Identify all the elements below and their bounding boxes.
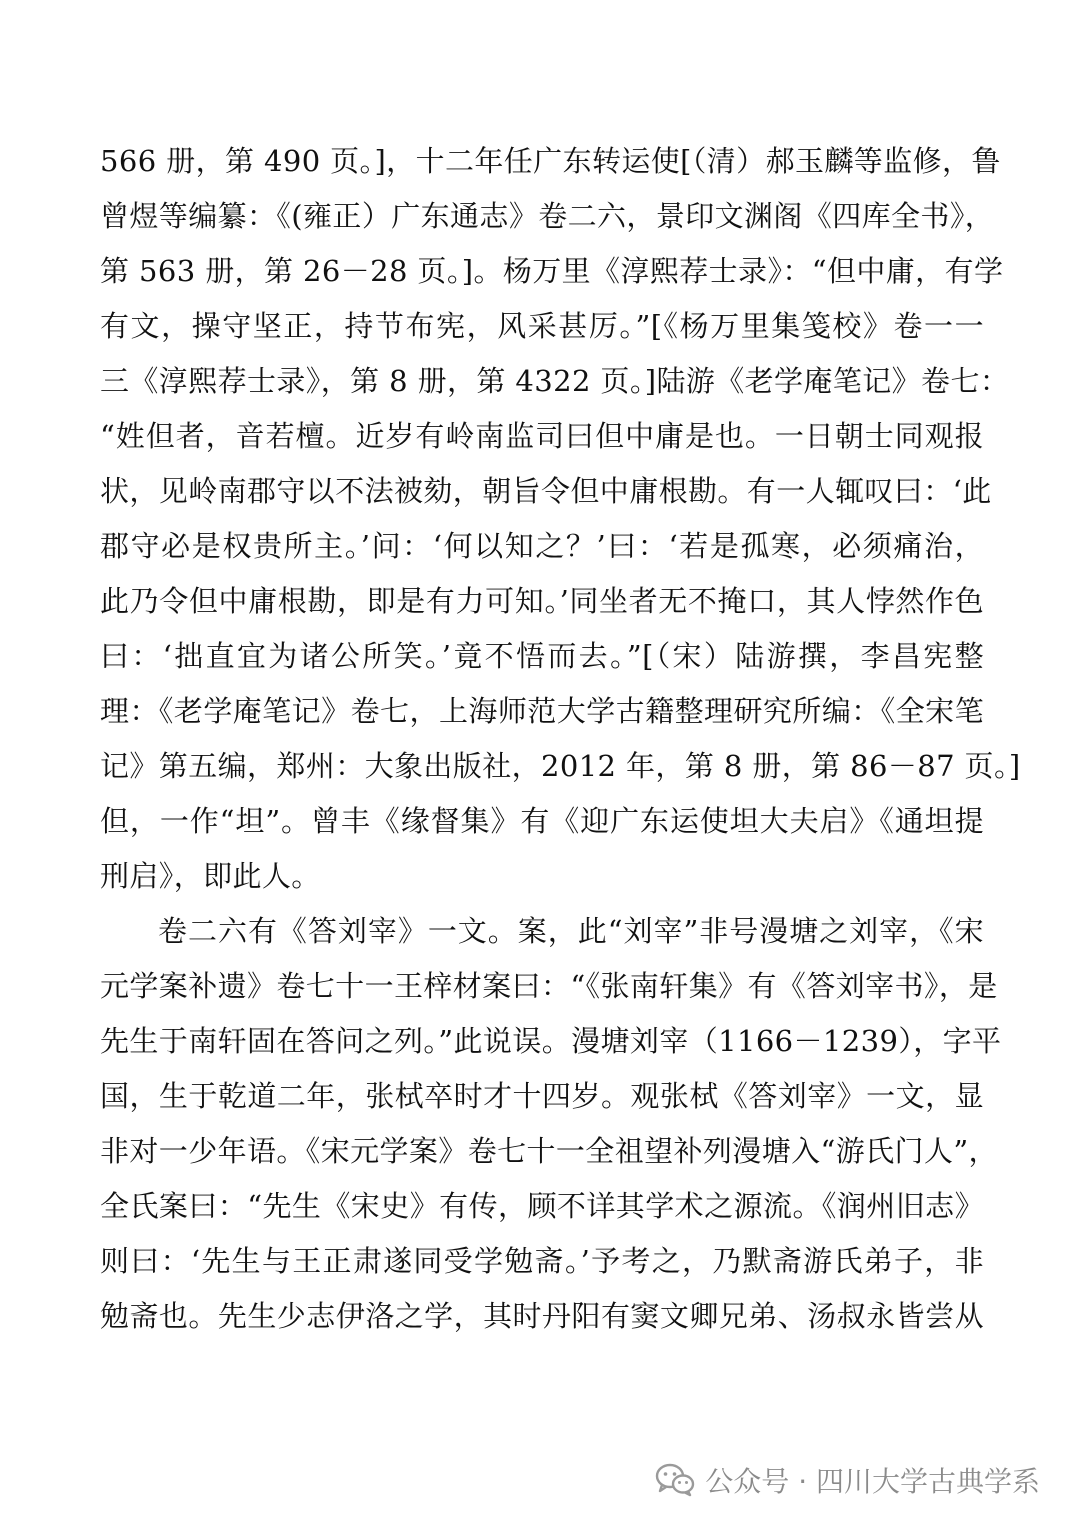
text-line: 第 563 册，第 26－28 页。]。杨万里《淳熙荐士录》：“但中庸，有学 [100, 254, 1004, 288]
text-line: 则曰：‘先生与王正肃遂同受学勉斋。’予考之，乃默斋游氏弟子，非 [100, 1244, 984, 1278]
paragraph-first-line: 卷二六有《答刘宰》一文。案，此“刘宰”非号漫塘之刘宰，《宋 [158, 914, 984, 948]
text-line: 记》第五编，郑州：大象出版社，2012 年，第 8 册，第 86－87 页。] [100, 749, 1021, 783]
text-line: 刑启》，即此人。 [100, 859, 321, 893]
text-line: 非对一少年语。《宋元学案》卷七十一全祖望补列漫塘入“游氏门人”， [100, 1134, 998, 1168]
text-line: 有文，操守坚正，持节布宪，风采甚厉。”[《杨万里集笺校》卷一一 [100, 309, 984, 343]
text-line: 此乃令但中庸根勘，即是有力可知。’同坐者无不掩口，其人悖然作色 [100, 584, 984, 618]
watermark [655, 1455, 1040, 1505]
text-line: 状，见岭南郡守以不法被劾，朝旨令但中庸根勘。有一人辄叹曰：‘此 [100, 474, 992, 508]
text-line: 郡守必是权贵所主。’问：‘何以知之？’曰：‘若是孤寒，必须痛治， [100, 529, 984, 563]
text-line: 曾煜等编纂：《(雍正）广东通志》卷二六，景印文渊阁《四库全书》， [100, 199, 995, 233]
text-line: 三《淳熙荐士录》，第 8 册，第 4322 页。]陆游《老学庵笔记》卷七： [100, 364, 1010, 398]
text-line: 全氏案曰：“先生《宋史》有传，顾不详其学术之源流。《润州旧志》 [100, 1189, 984, 1223]
text-line: 勉斋也。先生少志伊洛之学，其时丹阳有窦文卿兄弟、汤叔永皆尝从 [100, 1299, 984, 1333]
wechat-icon [655, 1463, 695, 1497]
text-line: 国，生于乾道二年，张栻卒时才十四岁。观张栻《答刘宰》一文，显 [100, 1079, 984, 1113]
text-line: 但，一作“坦”。曾丰《缘督集》有《迎广东运使坦大夫启》《通坦提 [100, 804, 984, 838]
watermark-text: 公众号 · 四川大学古典学系 [705, 1465, 1040, 1498]
text-line: 566 册，第 490 页。]，十二年任广东转运使[（清）郝玉麟等监修，鲁 [100, 144, 1001, 178]
text-line: 先生于南轩固在答问之列。”此说误。漫塘刘宰（1166－1239），字平 [100, 1024, 1002, 1058]
text-line: 曰：‘拙直宜为诸公所笑。’竟不悟而去。”[（宋）陆游撰，李昌宪整 [100, 639, 984, 673]
text-line: “姓但者，音若檀。近岁有岭南监司曰但中庸是也。一日朝士同观报 [100, 419, 984, 453]
text-line: 理：《老学庵笔记》卷七，上海师范大学古籍整理研究所编：《全宋笔 [100, 694, 984, 728]
text-line: 元学案补遗》卷七十一王梓材案曰：“《张南轩集》有《答刘宰书》，是 [100, 969, 998, 1003]
